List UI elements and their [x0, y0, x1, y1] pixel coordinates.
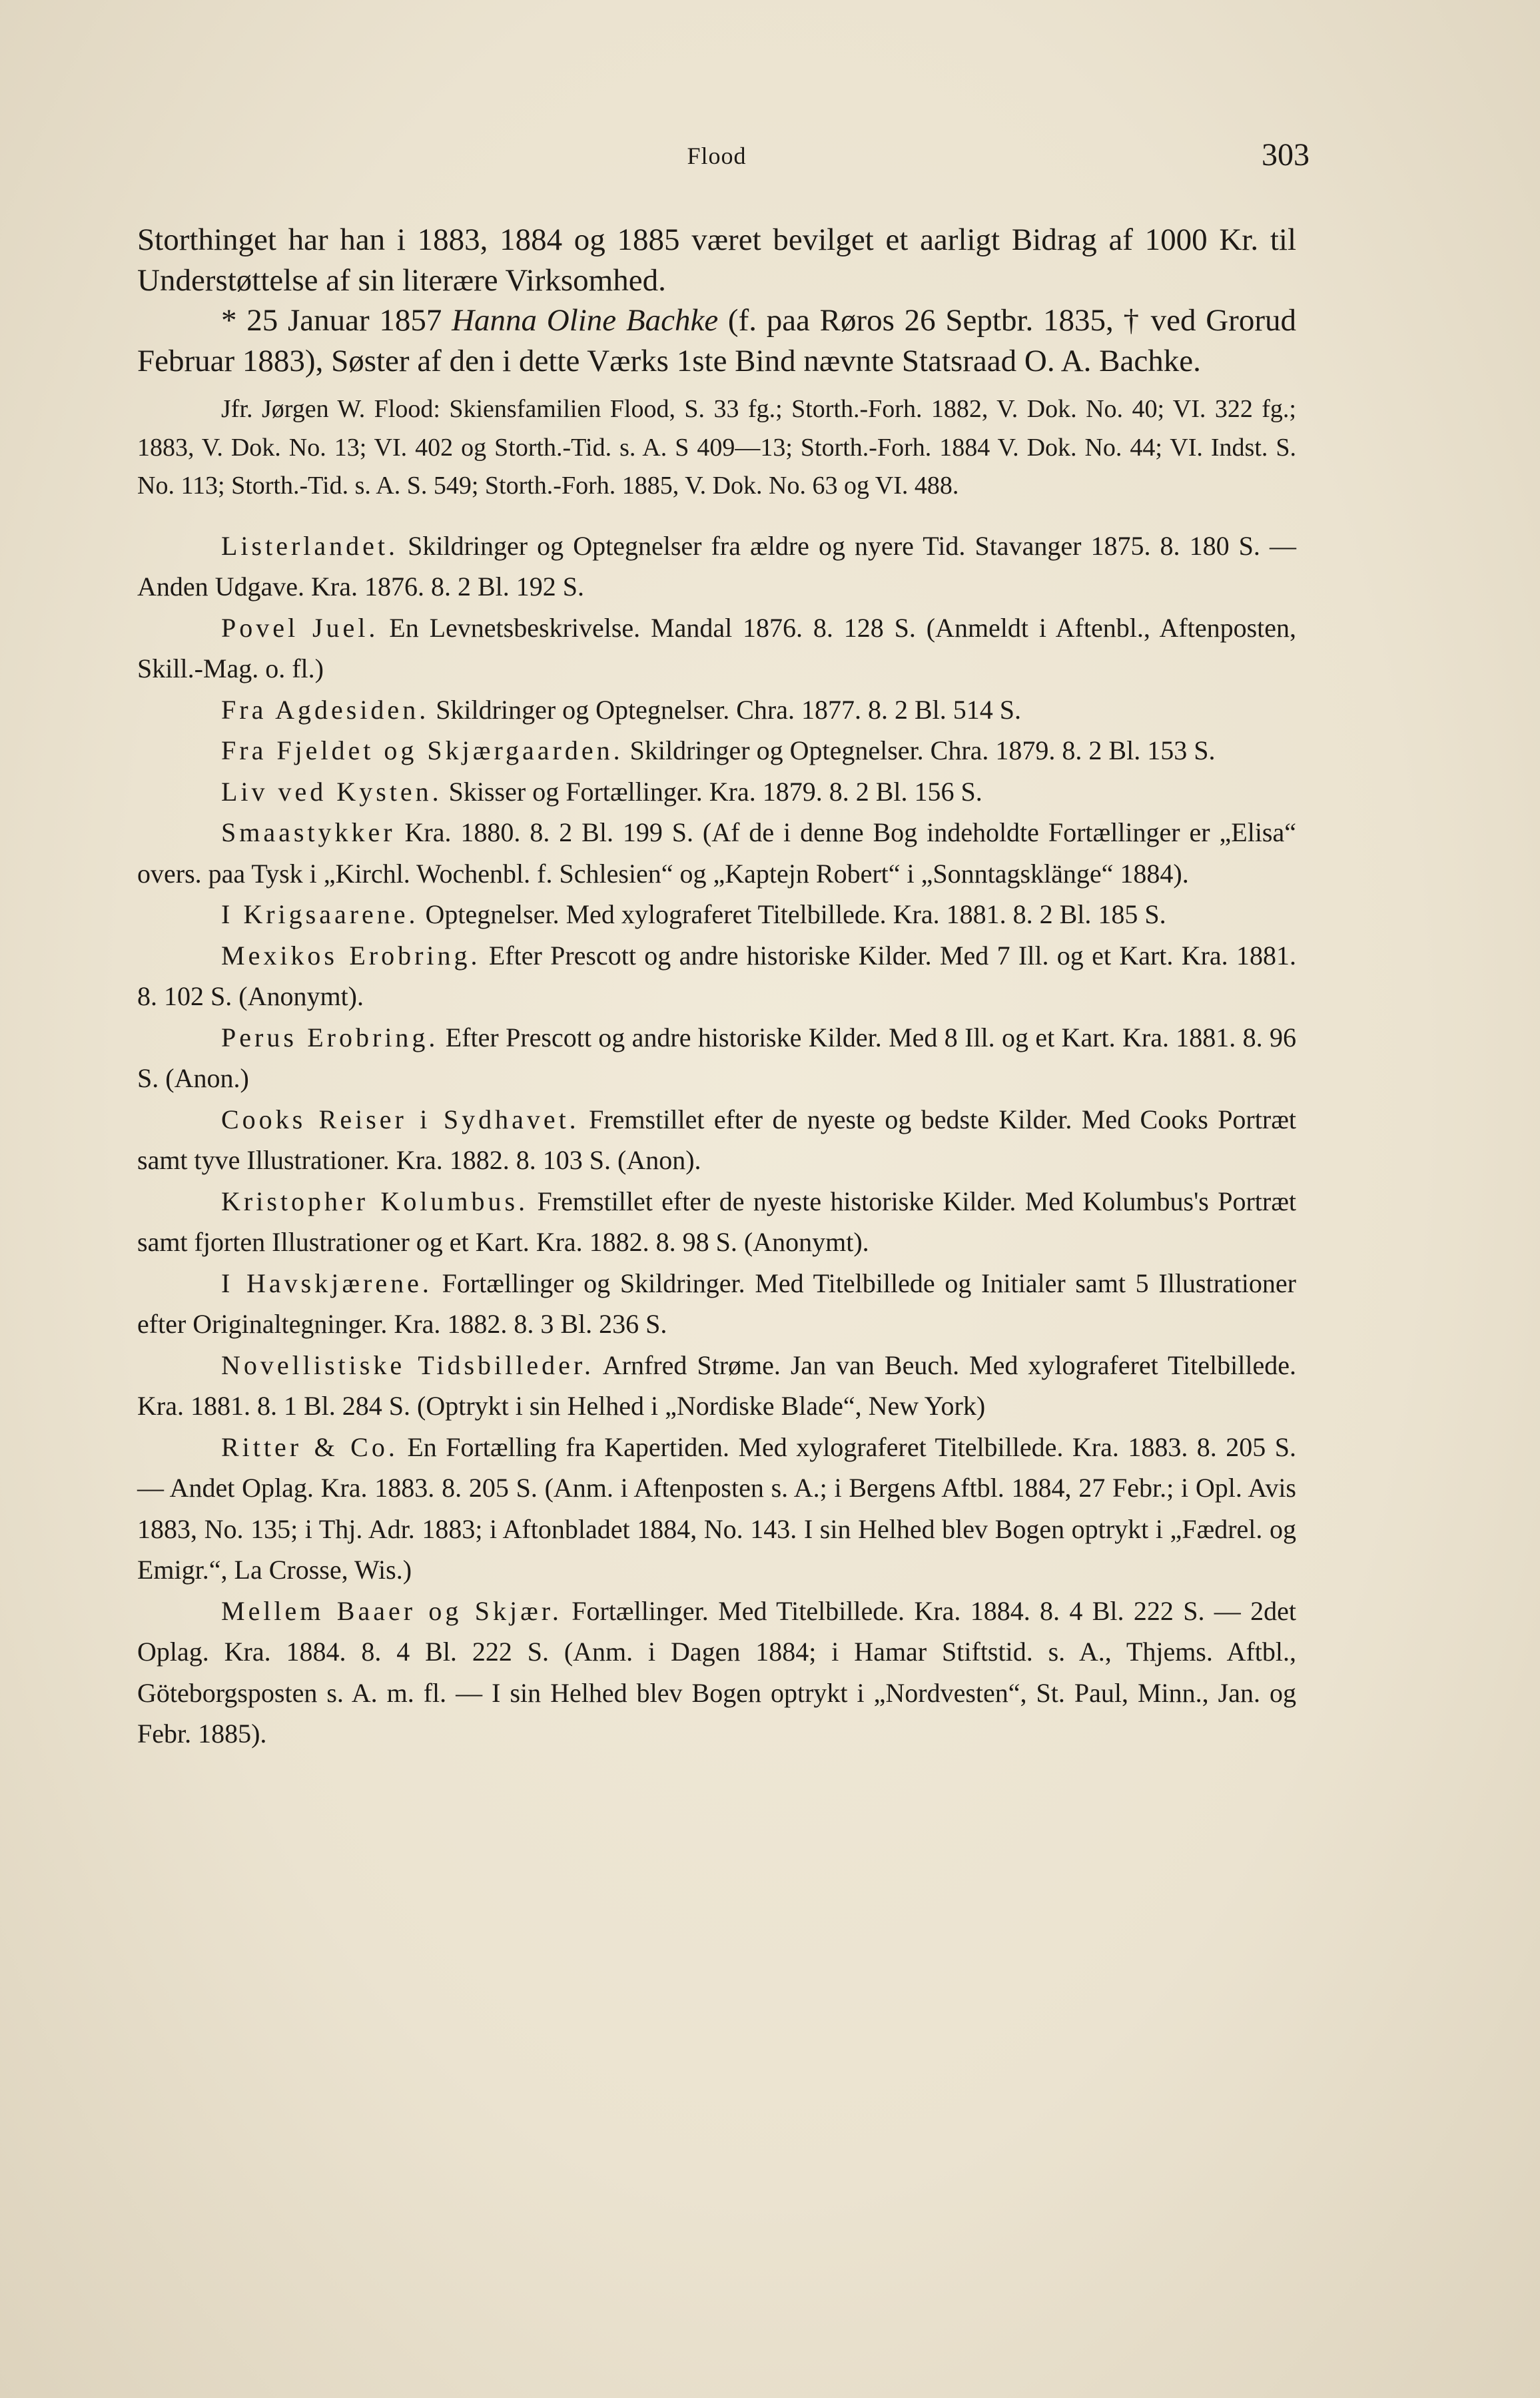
bibliography-entry [137, 607, 1296, 689]
entry-title: Kristopher Kolumbus. [221, 1186, 529, 1216]
marriage-paragraph [137, 300, 1296, 381]
spouse-details: (f. paa Røros 26 Septbr. 1835, † ved Grorud Februar 1883), Søster af den i dette Værks 1ste Bind nævnte Statsraad O. A. Bachke. [137, 303, 1296, 378]
bibliography-entry [137, 1099, 1296, 1181]
running-head: Flood [687, 143, 747, 169]
entry-details: Fremstillet efter de nyeste og bedste Kilder. Med Cooks Portræt samt tyve Illustrationer. Kra. 1882. 8. 103 S. (Anon). [137, 1104, 1296, 1175]
entry-details: Fremstillet efter de nyeste historiske Kilder. Med Kolumbus's Portræt samt fjorten Illustrationer og et Kart. Kra. 1882. 8. 98 S. (Anonymt). [137, 1186, 1296, 1257]
bibliography-entry [137, 1181, 1296, 1263]
bibliography-list [137, 526, 1296, 1755]
entry-details: Kra. 1880. 8. 2 Bl. 199 S. (Af de i denne Bog indeholdte Fortællinger er „Elisa“ overs. paa Tysk i „Kirchl. Wochenbl. f. Schlesien“ og „Kaptejn Robert“ i „Sonntagsklänge“ 1884). [137, 817, 1296, 889]
entry-title: I Havskjærene. [221, 1268, 432, 1298]
bibliography-entry [137, 812, 1296, 894]
bibliography-entry [137, 935, 1296, 1017]
entry-title: Novellistiske Tidsbilleder. [221, 1350, 595, 1380]
entry-details: Skisser og Fortællinger. Kra. 1879. 8. 2 Bl. 156 S. [442, 776, 982, 807]
bibliography-entry [137, 689, 1296, 731]
entry-title: Liv ved Kysten. [221, 776, 442, 807]
entry-details: En Levnetsbeskrivelse. Mandal 1876. 8. 128 S. (Anmeldt i Aftenbl., Aftenposten, Skill.-Mag. o. fl.) [137, 612, 1297, 683]
entry-title: Povel Juel. [221, 612, 379, 643]
intro-paragraph: Storthinget har han i 1883, 1884 og 1885 været bevilget et aarligt Bidrag af 1000 Kr. til Understøttelse af sin literære Virksomhed. [137, 222, 1296, 298]
entry-title: Fra Fjeldet og Skjærgaarden. [221, 735, 623, 765]
bibliography-entry [137, 1427, 1296, 1591]
entry-details: Skildringer og Optegnelser. Chra. 1879. 8. 2 Bl. 153 S. [623, 735, 1216, 765]
entry-title: Fra Agdesiden. [221, 694, 430, 725]
entry-details: Fortællinger. Med Titelbillede. Kra. 1884. 8. 4 Bl. 222 S. — 2det Oplag. Kra. 1884. 8. 4 Bl. 222 S. (Anm. i Dagen 1884; i Hamar Stiftstid. s. A., Thjems. Aftbl., Göteborgsposten s. A. m. fl. — I sin Helhed blev Bogen optrykt i „Nordvesten“, St. Paul, Minn., Jan. og Febr. 1885). [137, 1595, 1297, 1749]
entry-title: Mexikos Erobring. [221, 940, 481, 971]
page-body [137, 220, 1296, 1755]
bibliography-entry [137, 526, 1296, 607]
entry-details: Fortællinger og Skildringer. Med Titelbillede og Initialer samt 5 Illustrationer efter Originaltegninger. Kra. 1882. 8. 3 Bl. 236 S. [137, 1268, 1296, 1339]
spouse-name: Hanna Oline Bachke [452, 303, 719, 338]
entry-title: Perus Erobring. [221, 1022, 439, 1052]
page-number: 303 [1262, 137, 1310, 173]
bibliography-entry [137, 1263, 1296, 1345]
entry-title: Cooks Reiser i Sydhavet. [221, 1104, 579, 1134]
page-header [137, 137, 1310, 183]
bibliography-entry [137, 771, 1296, 813]
entry-title: Listerlandet. [221, 530, 399, 561]
bibliography-entry [137, 894, 1296, 935]
entry-title: I Krigsaarene. [221, 899, 419, 929]
entry-details: Efter Prescott og andre historiske Kilder. Med 8 Ill. og et Kart. Kra. 1881. 8. 96 S. (Anon.) [137, 1022, 1297, 1093]
entry-details: Arnfred Strøme. Jan van Beuch. Med xylograferet Titelbillede. Kra. 1881. 8. 1 Bl. 284 S. (Optrykt i sin Helhed i „Nordiske Blade“, New York) [137, 1350, 1296, 1421]
bibliography-entry [137, 1017, 1296, 1099]
references-paragraph: Jfr. Jørgen W. Flood: Skiensfamilien Flood, S. 33 fg.; Storth.-Forh. 1882, V. Dok. No. 40; VI. 322 fg.; 1883, V. Dok. No. 13; VI. 402 og Storth.-Tid. s. A. S 409—13; Storth.-Forh. 1884 V. Dok. No. 44; VI. Indst. S. No. 113; Storth.-Tid. s. A. S. 549; Storth.-Forh. 1885, V. Dok. No. 63 og VI. 488. [137, 395, 1296, 500]
entry-details: Optegnelser. Med xylograferet Titelbillede. Kra. 1881. 8. 2 Bl. 185 S. [418, 899, 1166, 929]
entry-title: Mellem Baaer og Skjær. [221, 1595, 562, 1626]
entry-details: En Fortælling fra Kapertiden. Med xylograferet Titelbillede. Kra. 1883. 8. 205 S. — Andet Oplag. Kra. 1883. 8. 205 S. (Anm. i Aftenposten s. A.; i Bergens Aftbl. 1884, 27 Febr.; i Opl. Avis 1883, No. 135; i Thj. Adr. 1883; i Aftonbladet 1884, No. 143. I sin Helhed blev Bogen optrykt i „Fædrel. og Emigr.“, La Crosse, Wis.) [137, 1431, 1296, 1585]
bibliography-entry [137, 1591, 1296, 1755]
entry-details: Efter Prescott og andre historiske Kilder. Med 7 Ill. og et Kart. Kra. 1881. 8. 102 S. (Anonymt). [137, 940, 1296, 1011]
entry-title: Ritter & Co. [221, 1431, 398, 1462]
bibliography-entry [137, 1345, 1296, 1427]
entry-title: Smaastykker [221, 817, 396, 847]
bibliography-entry [137, 730, 1296, 771]
marriage-date: * 25 Januar 1857 [221, 303, 452, 338]
entry-details: Skildringer og Optegnelser. Chra. 1877. 8. 2 Bl. 514 S. [429, 694, 1022, 725]
entry-details: Skildringer og Optegnelser fra ældre og nyere Tid. Stavanger 1875. 8. 180 S. — Anden Udgave. Kra. 1876. 8. 2 Bl. 192 S. [137, 530, 1296, 601]
